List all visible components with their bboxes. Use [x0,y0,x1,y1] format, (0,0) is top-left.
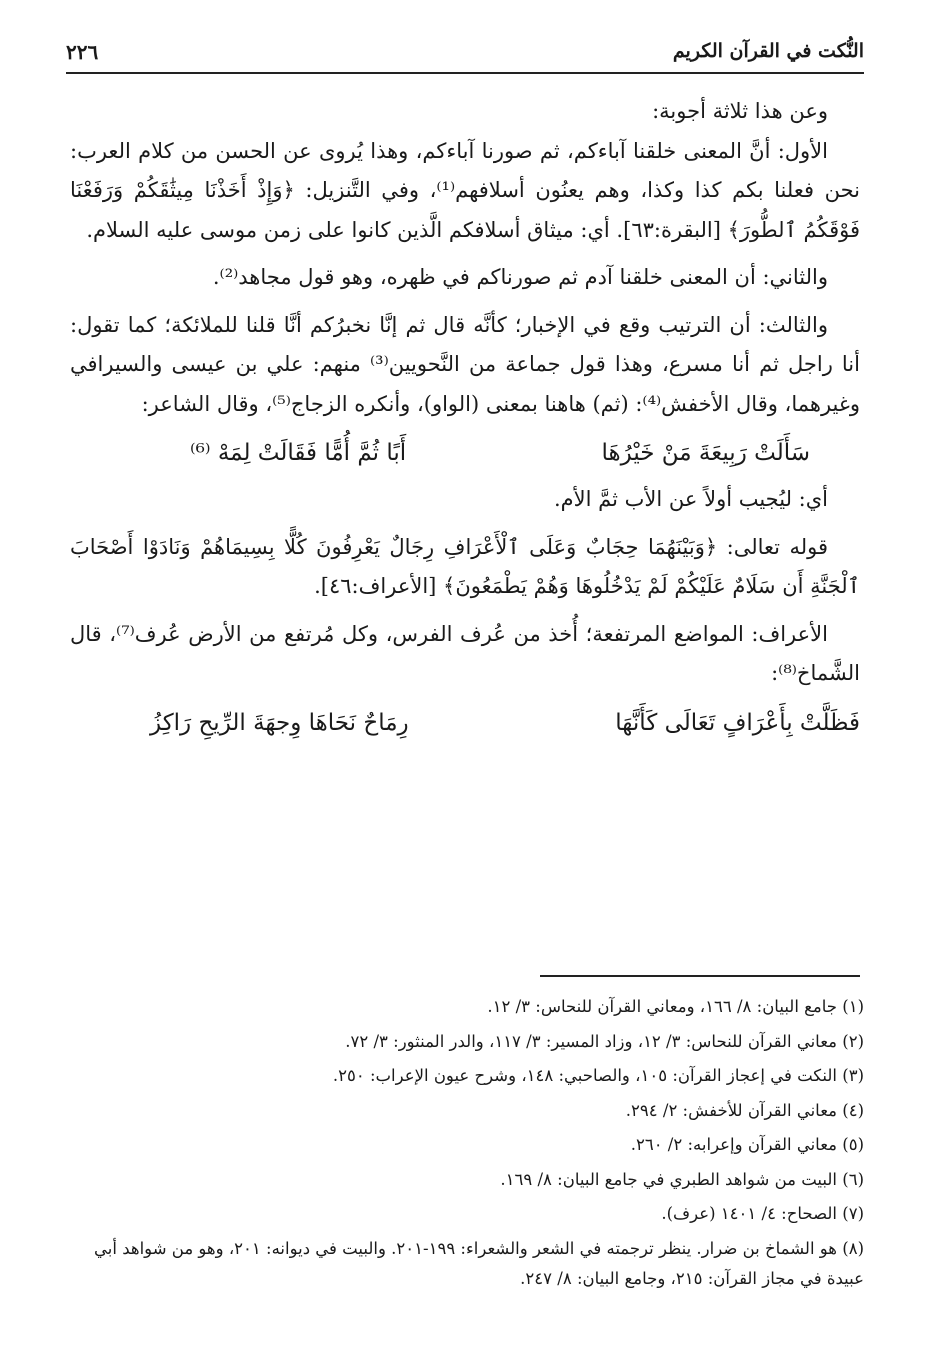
paragraph-explanation: أي: ليُجيب أولاً عن الأب ثمَّ الأم. [553,487,828,511]
footnote: (٢) معاني القرآن للنحاس: ٣/ ١٢، وزاد المسير: ٣/ ١١٧، والدر المنثور: ٣/ ٧٢. [345,1031,864,1051]
paragraph-quran-verse: قوله تعالى: ﴿وَبَيْنَهُمَا حِجَابٌ وَعَلَى ٱلْأَعْرَافِ رِجَالٌ يَعْرِفُونَ كُلًّا بِسِيمَاهُمْ وَنَادَوْا أَصْحَابَ ٱلْجَنَّةِ أَن سَلَامٌ عَلَيْكُمْ لَمْ يَدْخُلُوهَا وَهُمْ يَطْمَعُونَ﴾ [الأعراف:٤٦]. [70,534,860,598]
footnote: (٥) معاني القرآن وإعرابه: ٢/ ٢٦٠. [630,1135,864,1154]
paragraph-first-answer: الأول: أنَّ المعنى خلقنا آباءكم، ثم صورنا آباءكم، وهذا يُروى عن الحسن من كلام العرب: نحن فعلنا بكم كذا وكذا، وهم يعنُون أسلافهم⁽¹⁾، وفي التَّنزيل: ﴿وَإِذْ أَخَذْنَا مِيثَٰقَكُمْ وَرَفَعْنَا فَوْقَكُمُ ٱلطُّورَ﴾ [البقرة:٦٣]. أي: ميثاق أسلافكم الَّذين كانوا على زمن موسى عليه السلام. [70,138,860,242]
footnote: (٨) هو الشماخ بن ضرار. ينظر ترجمته في الشعر والشعراء: ١٩٩-٢٠١. والبيت في ديوانه: ٢٠١، وهو من شواهد أبي عبيدة في مجاز القرآن: ٢١٥، وجامع البيان: ٨/ ٢٤٧. [94,1238,864,1288]
poetry-verse [70,694,860,750]
footnote: (٤) معاني القرآن للأخفش: ٢/ ٢٩٤. [625,1100,864,1120]
paragraph-third-answer: والثالث: أن الترتيب وقع في الإخبار؛ كأنَّه قال ثم إنَّا نخبرُكم أنَّا قلنا للملائكة؛ كما تقول: أنا راجل ثم أنا مسرع، وهذا قول جماعة من النَّحويين⁽³⁾ منهم: علي بن عيسى والسيرافي وغيرهما، وقال الأخفش⁽⁴⁾: (ثم) هاهنا بمعنى (الواو)، وأنكره الزجاج⁽⁵⁾، وقال الشاعر: [70,312,860,416]
page-number: ٢٢٦ [66,40,99,64]
verse-second-hemistich: رِمَاحٌ نَحَاهَا وِجهَةَ الرِّيحِ رَاكِزُ [150,709,409,736]
paragraph-aaraf-definition: الأعراف: المواضع المرتفعة؛ أُخذ من عُرف الفرس، وكل مُرتفع من الأرض عُرف⁽⁷⁾، قال الشَّماخ⁽⁸⁾: [70,621,860,685]
verse-first-hemistich: سَأَلَتْ رَبِيعَةَ مَنْ خَيْرُهَا [601,440,810,466]
paragraph-second-answer: والثاني: أن المعنى خلقنا آدم ثم صورناكم في ظهره، وهو قول مجاهد⁽²⁾. [212,265,828,289]
verse-first-hemistich: فَظَلَّتْ بِأَعْرَافٍ تَعَالَى كَأَنَّهَا [615,709,860,736]
footnote: (٦) البيت من شواهد الطبري في جامع البيان: ٨/ ١٦٩. [500,1169,864,1189]
footnote: (٧) الصحاح: ٤/ ١٤٠١ (عرف). [661,1204,864,1223]
book-title: النُّكت في القرآن الكريم [672,40,864,62]
main-text [70,92,860,750]
running-header [66,38,864,74]
footnote: (١) جامع البيان: ٨/ ١٦٦، ومعاني القرآن للنحاس: ٣/ ١٢. [487,997,864,1016]
footnotes [70,990,864,1294]
paragraph-intro: وعن هذا ثلاثة أجوبة: [652,99,828,123]
poetry-verse [70,424,860,480]
footnote-separator [540,975,860,977]
verse-second-hemistich: أَبًا ثُمَّ أُمًّا فَقَالَتْ لِمَهْ ⁽⁶⁾ [190,440,407,466]
footnote: (٣) النكت في إعجاز القرآن: ١٠٥، والصاحبي: ١٤٨، وشرح عيون الإعراب: ٢٥٠. [332,1066,864,1085]
